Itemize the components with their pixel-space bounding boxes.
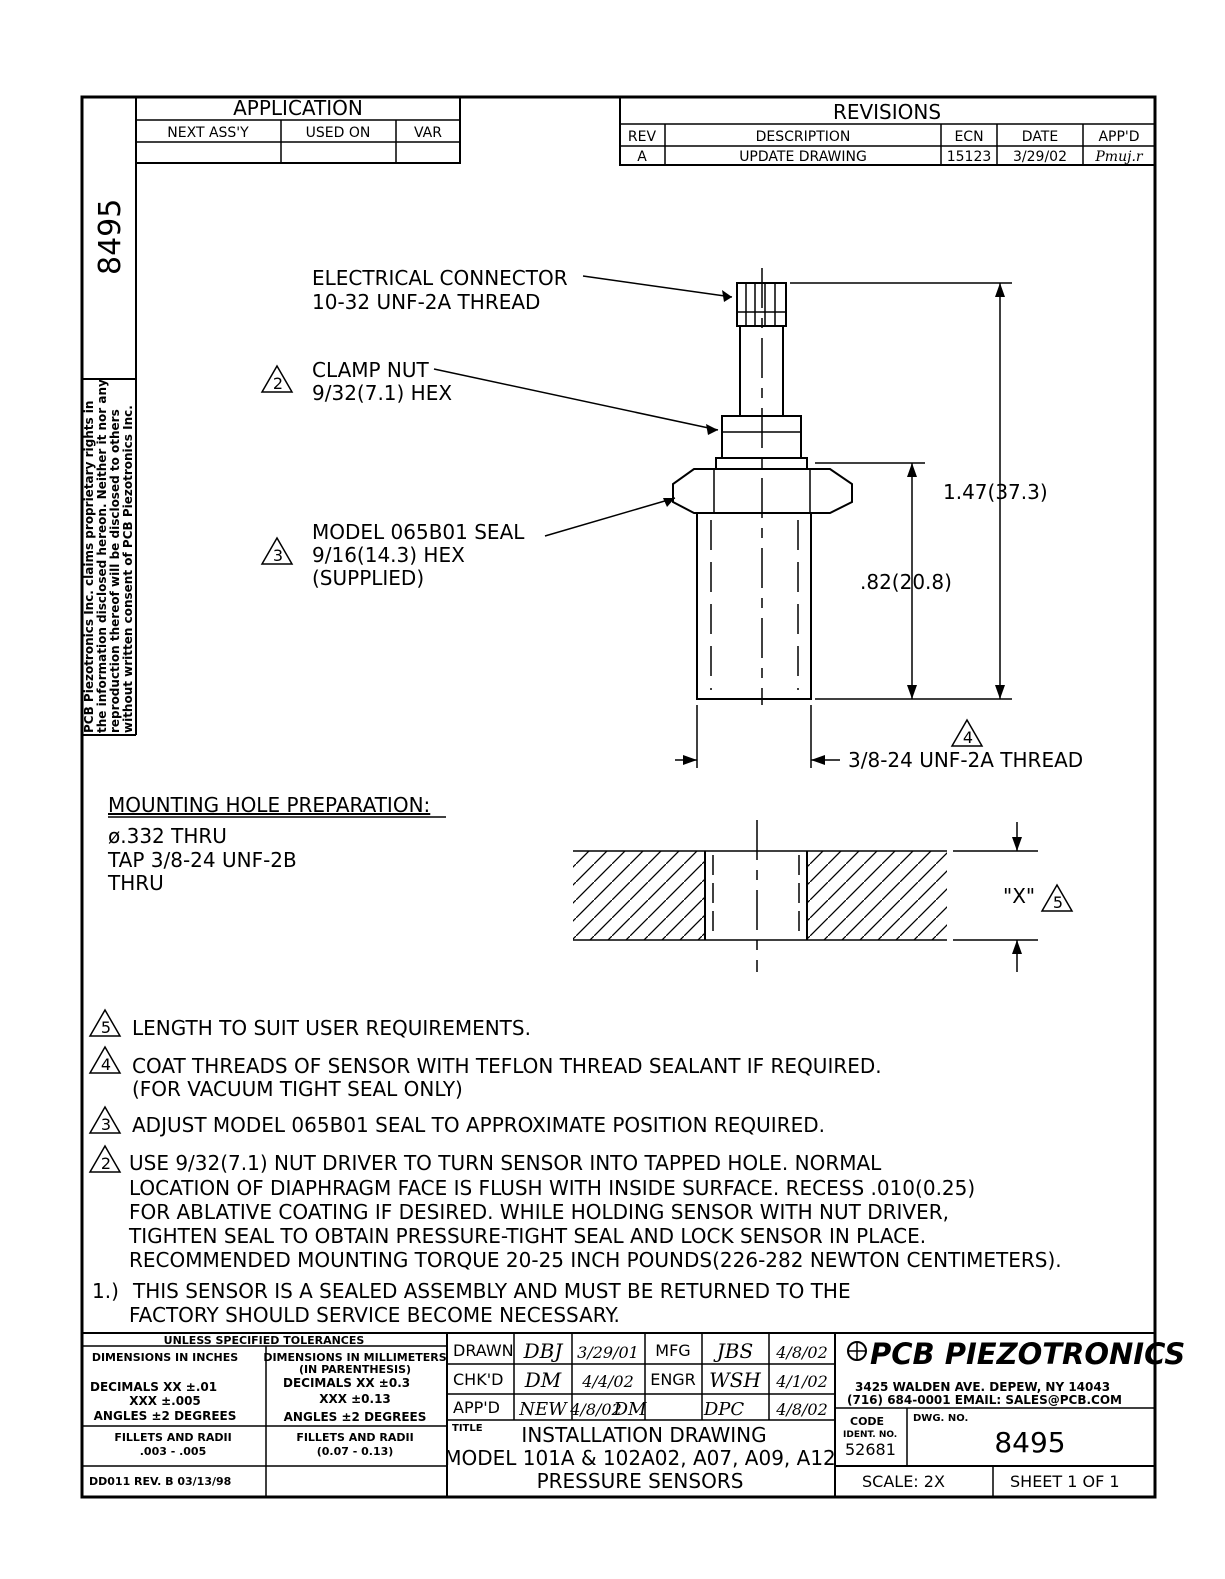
pcb-logo [848,1337,1185,1371]
flag-2-icon [262,366,292,393]
svg-text:ANGLES ±2 DEGREES: ANGLES ±2 DEGREES [93,1409,237,1423]
svg-text:XXX ±.005: XXX ±.005 [129,1394,201,1408]
note-3 [90,1107,825,1137]
svg-text:CHK'D: CHK'D [453,1370,504,1389]
note-5 [90,1010,531,1040]
overall-length-dim: 1.47(37.3) [943,480,1048,504]
svg-text:(0.07 - 0.13): (0.07 - 0.13) [316,1445,394,1458]
svg-text:9/32(7.1) HEX: 9/32(7.1) HEX [312,381,453,405]
svg-text:DBJ: DBJ [523,1339,563,1363]
svg-text:ECN: ECN [954,129,984,145]
mounting-hole-notes [107,793,446,895]
svg-text:DATE: DATE [1021,129,1059,145]
svg-text:NEW: NEW [519,1399,567,1420]
svg-text:ø.332 THRU: ø.332 THRU [108,824,227,848]
svg-text:SHEET 1 OF 1: SHEET 1 OF 1 [1010,1472,1120,1491]
svg-text:5: 5 [1052,893,1064,912]
svg-text:PCB PIEZOTRONICS: PCB PIEZOTRONICS [870,1337,1186,1371]
svg-text:DD011 REV. B 03/13/98: DD011 REV. B 03/13/98 [89,1475,232,1488]
svg-text:COAT THREADS OF SENSOR WITH TE: COAT THREADS OF SENSOR WITH TEFLON THREAD SEALANT IF REQUIRED. [132,1054,882,1078]
svg-text:the information disclosed here: the information disclosed hereon. Neither it nor any [95,379,109,733]
title-block [82,1333,1185,1497]
svg-text:XXX ±0.13: XXX ±0.13 [319,1392,391,1406]
side-dwg-number: 8495 [93,198,128,275]
svg-text:DM: DM [524,1368,562,1392]
svg-text:A: A [637,149,647,165]
svg-text:DWG. NO.: DWG. NO. [913,1413,969,1424]
connector-label: ELECTRICAL CONNECTOR [312,266,568,290]
svg-text:52681: 52681 [845,1440,896,1459]
mounting-hole-section [573,820,1072,972]
general-notes [90,1010,1062,1327]
svg-text:PCB Piezotronics Inc. claims p: PCB Piezotronics Inc. claims proprietary rights in [82,400,96,733]
svg-text:JBS: JBS [716,1339,754,1363]
note-4 [90,1047,882,1101]
svg-text:ANGLES ±2 DEGREES: ANGLES ±2 DEGREES [283,1410,427,1424]
svg-text:APP'D: APP'D [1098,129,1140,145]
svg-text:APPLICATION: APPLICATION [233,96,363,120]
svg-text:3425 WALDEN AVE. DEPEW, NY 140: 3425 WALDEN AVE. DEPEW, NY 14043 [855,1380,1111,1394]
drawing-title: INSTALLATION DRAWING [521,1423,767,1447]
svg-text:LENGTH TO SUIT USER REQUIREMEN: LENGTH TO SUIT USER REQUIREMENTS. [132,1016,531,1040]
svg-text:2: 2 [100,1154,112,1173]
svg-text:15123: 15123 [946,149,992,165]
svg-text:FILLETS AND RADII: FILLETS AND RADII [296,1431,414,1444]
svg-text:(FOR VACUUM TIGHT SEAL ONLY): (FOR VACUUM TIGHT SEAL ONLY) [132,1077,463,1101]
svg-text:NEXT ASS'Y: NEXT ASS'Y [167,125,249,141]
svg-text:UNLESS SPECIFIED TOLERANCES: UNLESS SPECIFIED TOLERANCES [163,1334,365,1347]
svg-text:IDENT. NO.: IDENT. NO. [843,1430,898,1440]
svg-text:FOR ABLATIVE COATING IF DESIRE: FOR ABLATIVE COATING IF DESIRED. WHILE HOLDING SENSOR WITH NUT DRIVER, [129,1200,949,1224]
svg-text:TAP 3/8-24 UNF-2B: TAP 3/8-24 UNF-2B [108,848,297,872]
seal-label: MODEL 065B01 SEAL [312,520,525,544]
svg-text:3: 3 [100,1115,112,1134]
svg-text:3/29/01: 3/29/01 [577,1343,639,1362]
svg-text:THRU: THRU [108,871,164,895]
svg-text:4/8/02: 4/8/02 [570,1400,622,1419]
svg-text:UPDATE DRAWING: UPDATE DRAWING [739,149,867,165]
svg-text:(716) 684-0001 EMAIL: SALES@P: (716) 684-0001 EMAIL: SALES@PCB.COM [847,1393,1122,1407]
svg-text:APP'D: APP'D [453,1398,500,1417]
svg-text:(SUPPLIED): (SUPPLIED) [312,566,425,590]
svg-text:3/29/02: 3/29/02 [1013,149,1067,165]
svg-text:DM: DM [613,1399,647,1420]
svg-text:1.): 1.) [92,1279,119,1303]
svg-text:DECIMALS XX ±.01: DECIMALS XX ±.01 [90,1380,218,1394]
svg-text:TITLE: TITLE [452,1423,483,1434]
svg-text:4/8/02: 4/8/02 [776,1343,828,1362]
svg-text:10-32 UNF-2A THREAD: 10-32 UNF-2A THREAD [312,290,541,314]
svg-text:FACTORY SHOULD SERVICE BECOME: FACTORY SHOULD SERVICE BECOME NECESSARY. [129,1303,620,1327]
svg-text:MOUNTING HOLE PREPARATION:: MOUNTING HOLE PREPARATION: [108,793,431,817]
svg-text:USE 9/32(7.1) NUT DRIVER TO TU: USE 9/32(7.1) NUT DRIVER TO TURN SENSOR INTO TAPPED HOLE. NORMAL [129,1151,882,1175]
thread-length-dim: .82(20.8) [860,570,952,594]
svg-text:DIMENSIONS IN MILLIMETERS: DIMENSIONS IN MILLIMETERS [263,1351,447,1364]
dimension-lines [675,283,1012,768]
x-dimension-label: "X" [1003,884,1036,908]
svg-text:without written consent of PCB: without written consent of PCB Piezotronics Inc. [121,405,135,733]
svg-text:ADJUST MODEL 065B01 SEAL TO AP: ADJUST MODEL 065B01 SEAL TO APPROXIMATE POSITION REQUIRED. [132,1113,825,1137]
svg-text:RECOMMENDED MOUNTING TORQUE 20: RECOMMENDED MOUNTING TORQUE 20-25 INCH POUNDS(226-282 NEWTON CENTIMETERS). [129,1248,1062,1272]
svg-text:DESCRIPTION: DESCRIPTION [755,129,851,145]
proprietary-notice [82,379,135,733]
svg-text:4/8/02: 4/8/02 [776,1400,828,1419]
svg-text:SCALE: 2X: SCALE: 2X [862,1472,945,1491]
svg-text:LOCATION OF DIAPHRAGM FACE IS: LOCATION OF DIAPHRAGM FACE IS FLUSH WITH INSIDE SURFACE. RECESS .010(0.25) [129,1176,976,1200]
sensor-drawing [673,268,852,705]
svg-text:5: 5 [100,1018,112,1037]
callouts [262,266,1083,772]
svg-text:3: 3 [272,546,284,565]
svg-text:4: 4 [962,728,974,747]
svg-text:VAR: VAR [414,125,442,141]
title-dwg-number: 8495 [994,1426,1066,1459]
note-2 [90,1146,1062,1272]
svg-text:Pmuj.r: Pmuj.r [1095,149,1143,165]
flag-4-icon [952,720,982,747]
svg-text:THIS SENSOR IS A SEALED ASSEMB: THIS SENSOR IS A SEALED ASSEMBLY AND MUST BE RETURNED TO THE [133,1279,851,1303]
clamp-nut-label: CLAMP NUT [312,358,429,382]
svg-text:DRAWN: DRAWN [453,1341,514,1360]
svg-text:4/1/02: 4/1/02 [776,1372,828,1391]
flag-3-icon [262,538,292,565]
svg-text:WSH: WSH [709,1368,761,1392]
flag-5-icon [1042,885,1072,912]
leader-lines [434,276,732,536]
svg-text:DPC: DPC [703,1399,745,1420]
svg-text:9/16(14.3) HEX: 9/16(14.3) HEX [312,543,465,567]
thread-label: 3/8-24 UNF-2A THREAD [848,748,1084,772]
svg-text:CODE: CODE [850,1415,885,1428]
svg-text:2: 2 [272,374,284,393]
svg-text:MFG: MFG [655,1341,691,1360]
svg-text:DIMENSIONS IN INCHES: DIMENSIONS IN INCHES [91,1351,239,1364]
svg-text:PRESSURE SENSORS: PRESSURE SENSORS [536,1469,744,1493]
svg-text:DECIMALS XX ±0.3: DECIMALS XX ±0.3 [283,1376,411,1390]
svg-text:MODEL 101A & 102A02, A07, A09,: MODEL 101A & 102A02, A07, A09, A12 [444,1446,836,1470]
svg-text:FILLETS AND RADII: FILLETS AND RADII [114,1431,232,1444]
svg-text:ENGR: ENGR [650,1370,696,1389]
svg-text:.003 - .005: .003 - .005 [139,1445,207,1458]
svg-text:reproduction thereof will be d: reproduction thereof will be disclosed to others [108,409,122,733]
note-1 [92,1279,851,1327]
revisions-table [620,97,1155,165]
svg-text:REVISIONS: REVISIONS [832,100,942,124]
svg-text:USED ON: USED ON [305,125,371,141]
svg-text:TIGHTEN SEAL TO OBTAIN PRESSUR: TIGHTEN SEAL TO OBTAIN PRESSURE-TIGHT SEAL AND LOCK SENSOR IN PLACE. [129,1224,927,1248]
svg-text:(IN PARENTHESIS): (IN PARENTHESIS) [298,1363,412,1376]
svg-text:4: 4 [100,1055,112,1074]
svg-text:REV: REV [627,129,657,145]
application-table [136,96,460,163]
svg-text:4/4/02: 4/4/02 [582,1372,634,1391]
